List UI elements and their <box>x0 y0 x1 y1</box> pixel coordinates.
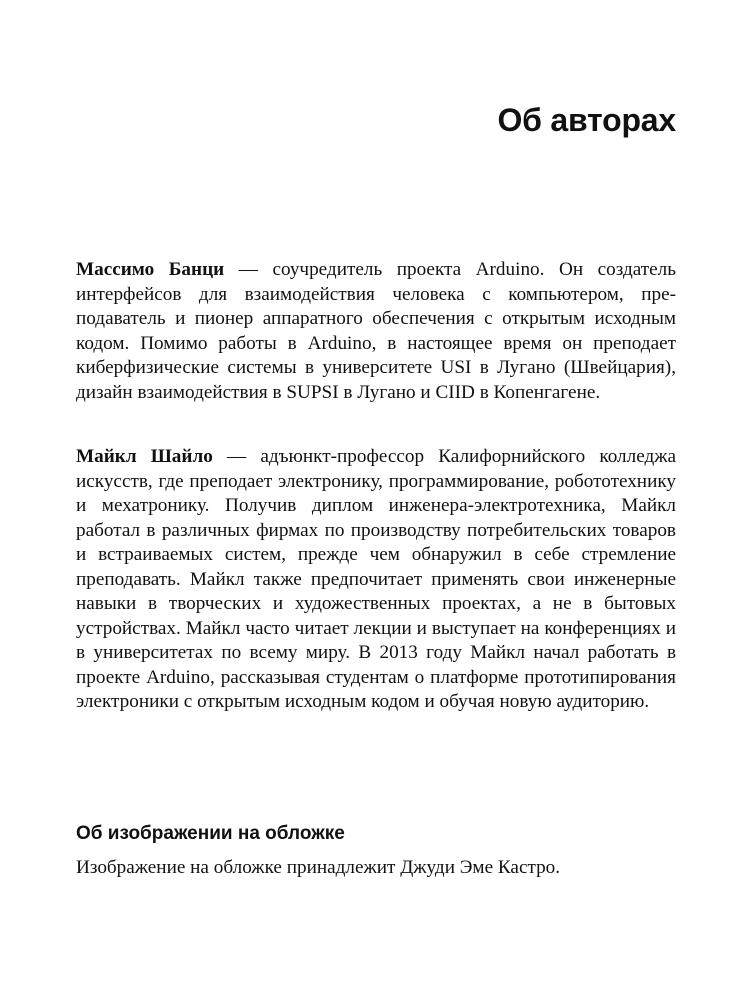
author-bio-shiloh <box>76 445 676 715</box>
author-name-banzi: Массимо Банци <box>76 259 225 280</box>
book-page <box>76 0 676 1000</box>
cover-credit-text: Изображение на обложке принадлежит Джуди Эме Кастро. <box>76 857 561 878</box>
cover-section-heading: Об изображении на обложке <box>76 823 345 844</box>
author-bio-banzi <box>76 258 676 405</box>
author-name-shiloh: Майкл Шайло <box>76 446 213 467</box>
page-title: Об авторах <box>497 102 676 138</box>
author-bio-text-banzi: — соучредитель проекта Arduino. Он создатель интерфейсов для взаимодействия человека с компьютером, преподаватель и пионер аппаратного обеспечения с открытым исходным кодом. Помимо работы в Arduino, в настоящее время он преподает киберфизические системы в университете USI в Лугано (Швейцария), дизайн взаимодействия в SUPSI в Лугано и CIID в Копенгагене. <box>76 259 676 403</box>
author-bio-text-shiloh: — адъюнкт-профессор Калифорнийского колледжа искусств, где преподает электронику, программирование, робототехнику и мехатронику. Получив диплом инженера-электротехника, Майкл работал в различных фирмах по производству потребительских товаров и встраиваемых систем, прежде чем обнаружил в себе стремление преподавать. Майкл также предпочитает применять свои инженерные навыки в творческих и художественных проектах, а не в бытовых устройствах. Майкл часто читает лекции и выступает на конференциях и в университетах по всему миру. В 2013 году Майкл начал работать в проекте Arduino, рассказывая студентам о платформе прототипирования электроники с открытым исходным кодом и обучая новую аудиторию. <box>76 446 676 712</box>
